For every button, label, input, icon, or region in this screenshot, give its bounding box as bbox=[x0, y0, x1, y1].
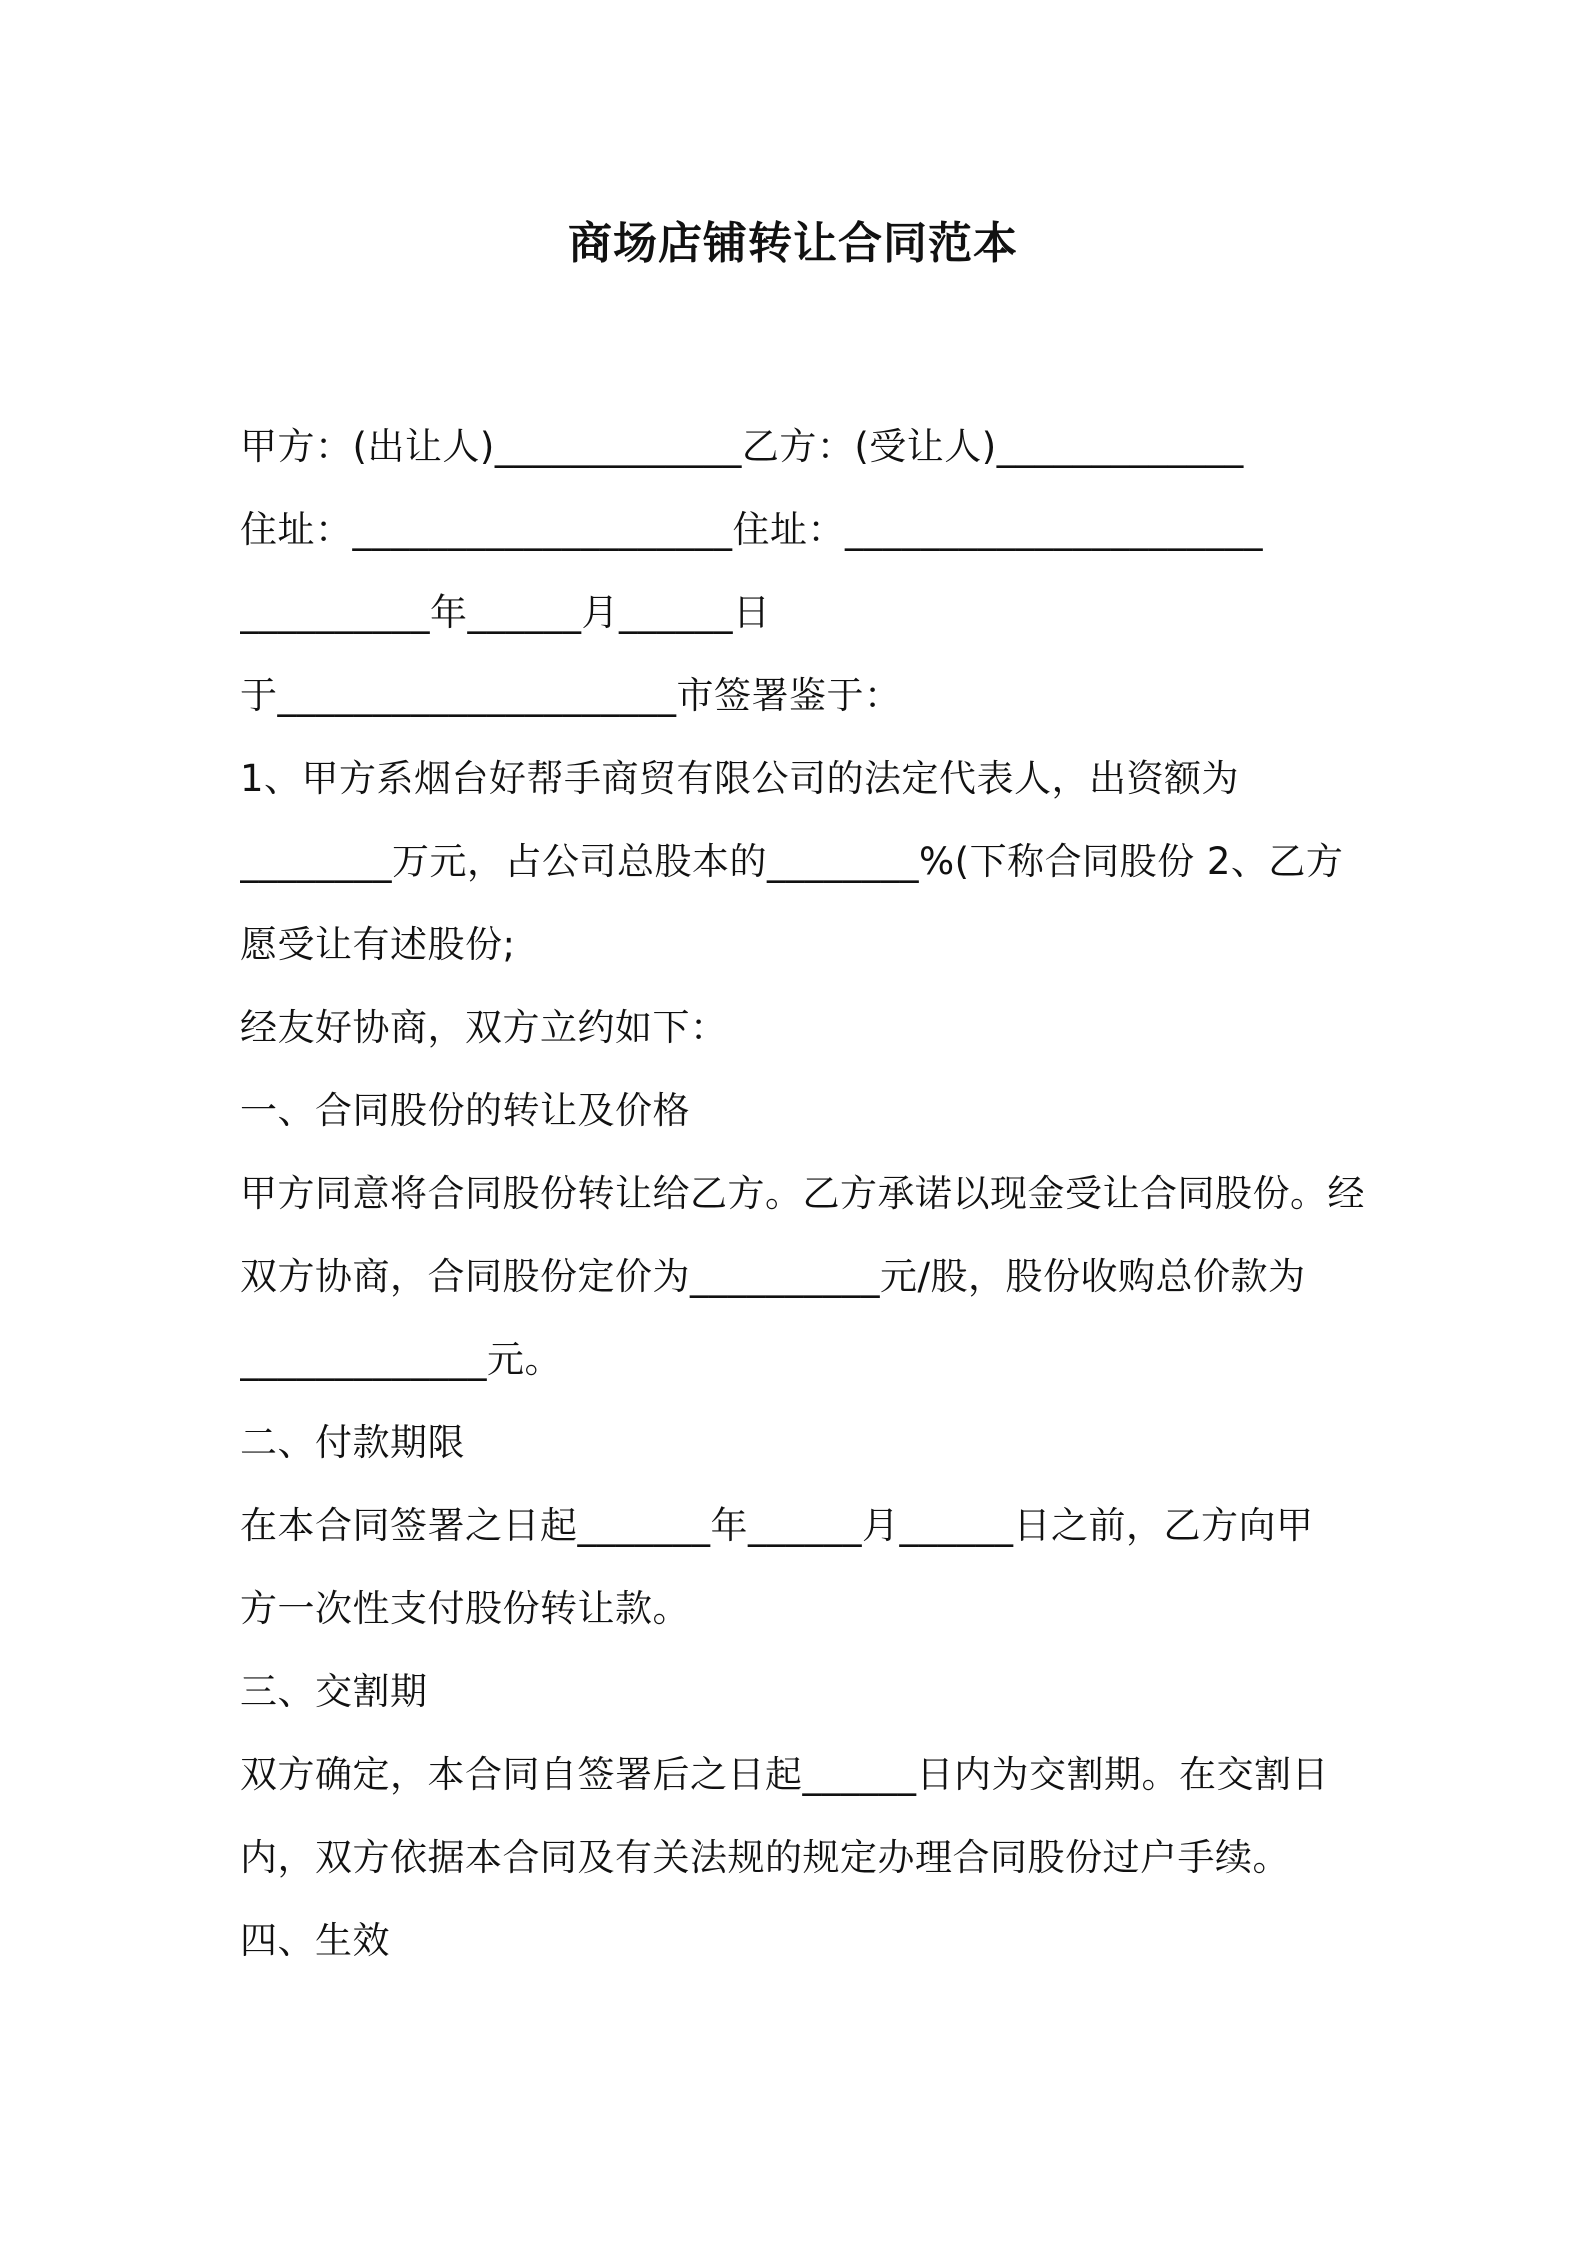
signing-place-line: 于_____________________市签署鉴于： bbox=[240, 674, 902, 717]
date-line: __________年______月______日 bbox=[240, 591, 771, 634]
recital-line-1: 1、甲方系烟台好帮手商贸有限公司的法定代表人，出资额为 bbox=[240, 757, 1240, 800]
section-2-line-2: 方一次性支付股份转让款。 bbox=[240, 1587, 690, 1630]
section-3-line-1: 双方确定，本合同自签署后之日起______日内为交割期。在交割日 bbox=[240, 1753, 1329, 1796]
section-3-line-2: 内，双方依据本合同及有关法规的规定办理合同股份过户手续。 bbox=[240, 1836, 1290, 1879]
recital-line-3: 愿受让有述股份; bbox=[240, 923, 516, 966]
section-heading-2: 二、付款期限 bbox=[240, 1421, 465, 1464]
document-title: 商场店铺转让合同范本 bbox=[568, 218, 1018, 269]
party-line: 甲方：(出让人)_____________乙方：(受让人)_____________ bbox=[240, 425, 1244, 468]
agreement-intro: 经友好协商，双方立约如下： bbox=[240, 1006, 728, 1049]
section-1-line-1: 甲方同意将合同股份转让给乙方。乙方承诺以现金受让合同股份。经 bbox=[240, 1172, 1365, 1215]
section-1-line-3: _____________元。 bbox=[240, 1338, 562, 1381]
section-heading-1: 一、合同股份的转让及价格 bbox=[240, 1089, 690, 1132]
address-line: 住址：____________________住址：______________________ bbox=[240, 508, 1263, 551]
section-2-line-1: 在本合同签署之日起_______年______月______日之前，乙方向甲 bbox=[240, 1504, 1314, 1547]
section-heading-4: 四、生效 bbox=[240, 1919, 390, 1962]
section-1-line-2: 双方协商，合同股份定价为__________元/股，股份收购总价款为 bbox=[240, 1255, 1306, 1298]
contract-body bbox=[240, 405, 1370, 1982]
recital-line-2: ________万元，占公司总股本的________%(下称合同股份 2、乙方 bbox=[240, 840, 1344, 883]
section-heading-3: 三、交割期 bbox=[240, 1670, 428, 1713]
